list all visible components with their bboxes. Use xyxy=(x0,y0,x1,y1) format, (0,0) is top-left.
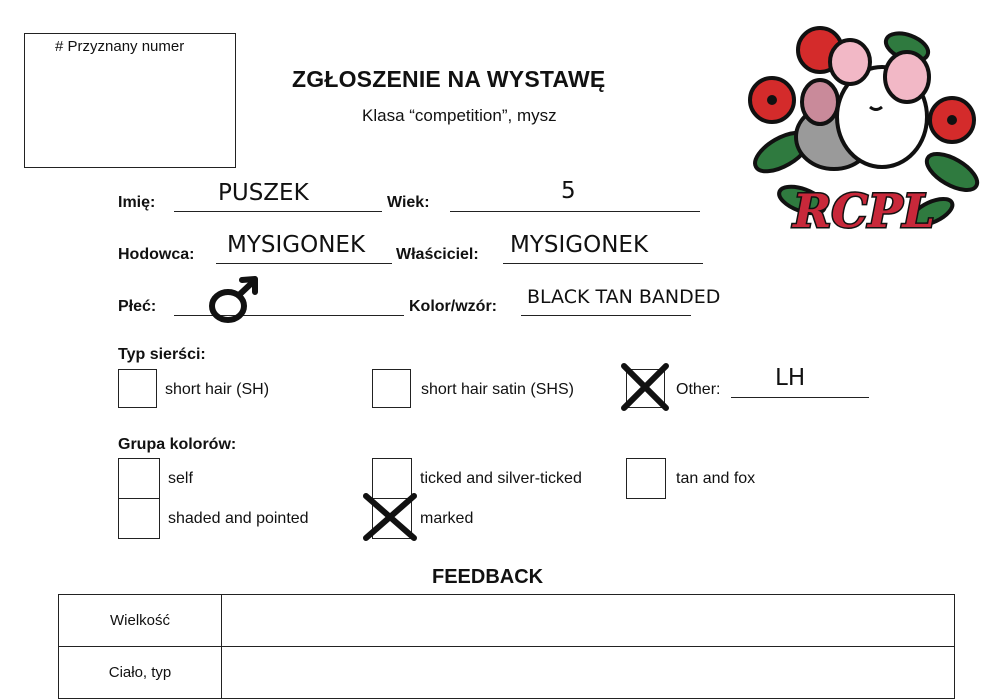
feedback-table xyxy=(58,594,955,699)
coat-other-line xyxy=(731,397,869,398)
cross-mark-icon xyxy=(618,360,672,414)
form-subtitle: Klasa “competition”, mysz xyxy=(362,106,557,125)
name-line xyxy=(174,211,382,212)
feedback-row-value[interactable] xyxy=(222,647,955,699)
name-field[interactable]: PUSZEK xyxy=(218,180,309,206)
feedback-heading: FEEDBACK xyxy=(432,566,544,588)
breeder-field[interactable]: MYSIGONEK xyxy=(227,232,366,258)
age-label: Wiek: xyxy=(387,194,430,211)
owner-field[interactable]: MYSIGONEK xyxy=(510,232,649,258)
feedback-row-label: Ciało, typ xyxy=(59,647,222,699)
coat-shs-label: short hair satin (SHS) xyxy=(421,381,574,398)
group-shaded-label: shaded and pointed xyxy=(168,510,309,527)
coat-shs-checkbox[interactable] xyxy=(372,369,411,408)
color-field[interactable]: BLACK TAN BANDED xyxy=(527,286,721,308)
coat-sh-checkbox[interactable] xyxy=(118,369,157,408)
group-ticked-label: ticked and silver-ticked xyxy=(420,470,582,487)
group-tan-fox-label: tan and fox xyxy=(676,470,756,487)
owner-line xyxy=(503,263,703,264)
assigned-number-box[interactable] xyxy=(24,33,236,168)
table-row xyxy=(59,595,955,647)
table-row xyxy=(59,647,955,699)
age-line xyxy=(450,211,700,212)
coat-other-label: Other: xyxy=(676,381,721,398)
color-group-heading: Grupa kolorów: xyxy=(118,436,237,453)
feedback-row-label: Wielkość xyxy=(59,595,222,647)
name-label: Imię: xyxy=(118,194,156,211)
sex-label: Płeć: xyxy=(118,298,157,315)
feedback-row-value[interactable] xyxy=(222,595,955,647)
color-label: Kolor/wzór: xyxy=(409,298,497,315)
form-title: ZGŁOSZENIE NA WYSTAWĘ xyxy=(292,66,606,92)
owner-label: Właściciel: xyxy=(396,246,479,263)
assigned-number-label: # Przyznany numer xyxy=(55,38,185,55)
group-shaded-checkbox[interactable] xyxy=(118,498,160,539)
cross-mark-icon xyxy=(360,490,420,544)
rcpl-logo xyxy=(742,22,982,240)
group-tan-fox-checkbox[interactable] xyxy=(626,458,666,499)
group-self-label: self xyxy=(168,470,193,487)
breeder-line xyxy=(216,263,392,264)
coat-type-heading: Typ sierści: xyxy=(118,346,206,363)
breeder-label: Hodowca: xyxy=(118,246,195,263)
male-symbol-icon[interactable] xyxy=(206,274,264,326)
coat-other-field[interactable]: LH xyxy=(775,365,806,391)
group-marked-label: marked xyxy=(420,510,474,527)
coat-sh-label: short hair (SH) xyxy=(165,381,270,398)
color-line xyxy=(521,315,691,316)
group-self-checkbox[interactable] xyxy=(118,458,160,499)
logo-text: RCPL xyxy=(793,184,935,238)
age-field[interactable]: 5 xyxy=(561,178,576,204)
